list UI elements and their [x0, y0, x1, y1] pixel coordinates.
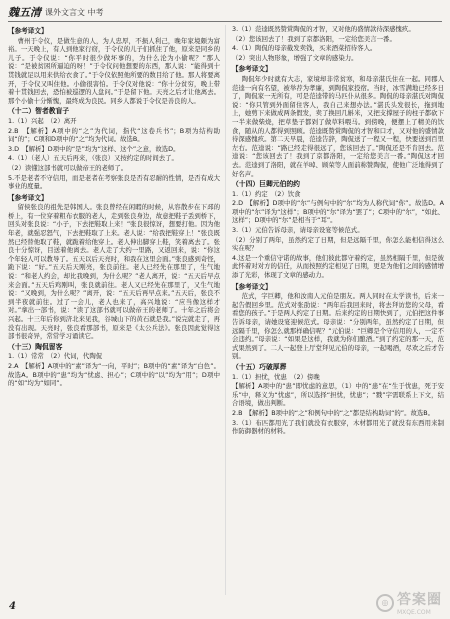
answer-paragraph: 3.（1）范逵既然赞赏陶侃的才智，又对他的盛情款待深感愧疚。 [232, 25, 415, 33]
answer-paragraph: 4.这是一个重信守诺的故事，他们彼此都守着约定，虽然相隔千里，但是彼此怀着对对方的信任，从而按照约定相见了日期，更是为他们之间的感情增添了光彩，体现了文章的感动力。 [232, 253, 444, 280]
answer-paragraph: 陶侃年少时就有大志，家境却非常贫寒，和母亲湛氏住在一起。同郡人范逵一向有名望，被举荐为孝廉，到陶侃家投宿。当时，冰雪满地已经多日了，陶侃家一无所有，可是范逵带的马匹仆从很多。陶侃的母亲湛氏对陶侃说：“你只管到外面留住客人，我自己来想办法。”湛氏头发很长，拖到地上，她剪下来做成两条假发，卖了换回几斛米，又把支撑屋子的柱子都砍下一半来做柴烧，把草垫子都剁了做草料喂马。到傍晚，便摆上了精美的饮食，随从的人都得到照顾。范逵既赞赏陶侃的才智和口才，又对他的盛情款待深感愧疚。第二天早晨，范逵告辞，陶侃送了一程又一程，快要送到百里左右。范逵说：“路已经走得很远了，您该回去了。”陶侃还是不肯回去。范逵说：“您该回去了！我到了京都洛阳，一定给您美言一番。”陶侃这才回去。范逵到了洛阳，就在羊晫、顾荣等人面前称赞陶侃，使他广泛地得到了好名声。 [232, 74, 444, 178]
page-number: 4 [9, 601, 16, 612]
answer-paragraph: 1.（1）常常 （2）代词，代陶侃 [8, 352, 103, 361]
answer-paragraph: （2）分别了两年，虽然约定了日期，但是远隔千里，你怎么能相信得这么实在呢？ [232, 235, 444, 253]
answer-paragraph: 【解析】A项中的“患”即忧虑的意思，（1）中的“患”在“生于忧患，死于安乐”中，释义为“忧虑”，所以选择“担忧，忧患”；“戮”字需联系上下文，结合语境，做出判断。 [232, 382, 444, 408]
translation-heading: 【参考译文】 [8, 27, 48, 35]
answer-paragraph: （2）您该回去了！我到了京都洛阳，一定给您美言一番。 [232, 34, 396, 43]
translation-heading: 【参考译文】 [232, 282, 272, 291]
answer-paragraph: 范式，字巨卿，他和汝南人元伯是朋友。两人同时在太学读书，后来一起告假回乡里。范式对张劭说：“两年后我回来时，将去拜访您的父母，看看您的孩子。”于是两人约定了日期。后来约定的日期快到了，元伯把这件事告诉母亲，请她设宴迎候范式。母亲说：“分别两年，虽然约定了日期，但远隔千里，你怎么就那样确信呢？”元伯说：“巨卿是个守信用的人，一定不会违约。”母亲说：“如果是这样，我就为你们酿酒。”到了约定的那一天，范式果然到了。二人一起登上厅堂拜见元伯的母亲，一起喝酒，尽欢之后才告别。 [232, 292, 444, 361]
right-column [232, 25, 444, 595]
answer-paragraph: 曹州于令仪，是做生意的人，为人忠厚，不损人利己，晚年家境颇为富裕。一天晚上，有人到他家行窃，于令仪的儿子们抓住了他，原来是同乡的儿子。于令仪说：“你平时很少做坏事的，为什么沦为小偷呢？”那人说：“是被贫困所逼迫的呀！”于令仪问他想要的东西，那人说：“能得到十贯钱就足以用来供给衣食了。”于令仪依照他所要的数目给了他。那人将要离开，于令仪又叫住他。小偷很害怕。于令仪对他说：“你十分贫穷，晚上带着十贯钱回去，恐怕被巡逻的人盘问。”于是留下他。天亮之后才让他离去。那个小偷十分惭愧，最终成为良民。同乡人都说于令仪是善良的人。 [8, 36, 220, 105]
answer-paragraph: （2）读懂这部书就可以做帝王的老师了。 [8, 163, 128, 172]
section-heading: （十四）巨卿元伯的约 [232, 180, 300, 189]
answer-paragraph: （2）突出人物形象，增强了文章的感染力。 [232, 53, 358, 62]
series-title: 课外文言文 中考 [45, 7, 104, 17]
brand-logo: 魏五清 [8, 6, 41, 19]
left-column [8, 25, 220, 595]
watermark-text: 答案圈 [397, 592, 442, 608]
translation-heading: 【参考译文】 [8, 193, 48, 202]
answer-paragraph: 5.不是老者不守信用，而是老者在考察张良是否有忍耐的性情，是否有成大事业的度量。 [8, 173, 220, 191]
column-divider [225, 25, 226, 595]
answer-paragraph: 2.A 【解析】A项中的“素”译为“一向，平时”；B项中的“素”译为“白色”。故选A。B项中的“患”均为“忧虑、担心”；C项中的“以”均为“用”；D项中的“如”均为“如同”。 [8, 361, 220, 388]
answer-paragraph: 2.B 【解析】B项中的“之”和例句中的“之”都是结构助词“的”。故选B。 [232, 408, 435, 417]
answer-paragraph: 1.（1）担忧，忧患 （2）傍晚 [232, 372, 320, 381]
section-heading: （十三）陶侃留客 [8, 342, 63, 351]
answer-paragraph: 2.D 【解析】D项中的“尔”与例句中的“尔”均为人称代词“你”。故选D。A项中的“尔”译为“这样”；B项中的“尔”译为“罢了”；C项中的“尔”，“如此、这样”；D项中的“尔”是相当于“耳”。 [232, 199, 444, 225]
section-heading: （十五）巧破厚葬 [232, 362, 287, 371]
watermark-logo-icon: ◎ [376, 594, 394, 612]
page-header [8, 5, 104, 19]
watermark-url: MXQE.COM [397, 609, 431, 616]
answer-paragraph: 3.D 【解析】D项中的“是”均为“这样、这个”之意，故选D。 [8, 144, 180, 153]
header-rule [8, 21, 442, 22]
answer-paragraph: 4.（1）（老人）五天后再来，（张良）又按约定的时间去了。 [8, 154, 178, 163]
answer-paragraph: 1.（1）约定 （2）饮食 [232, 189, 301, 198]
answer-paragraph: 1.（1）兴起 （2）离开 [8, 116, 77, 125]
answer-paragraph: 留侯张良的祖先是韩国人。张良曾经在闲暇的时候，从容散步在下邳的桥上，有一位穿着粗布衣服的老人，走到张良身边，故意把鞋子丢到桥下，回头对张良说：“小子，下去把鞋取上来！”张良很惊讶，想要打他。因为他年老，就强忍怒气，下去把鞋取了上来。老人说：“给我把鞋穿上！”张良既然已经替他取了鞋，就跪着给他穿上。老人伸出脚穿上鞋，笑着离去了。张良十分惊讶，目送着他离去。老人走了大约一里路，又返回来，说：“你这个年轻人可以教导了。五天以后天亮时，和我在这里会面。”张良感到奇怪，跪下说：“好。”五天后天刚亮，张良前往。老人已经先在那里了，生气地说：“和老人约会，却比我晚到，为什么呢？”老人离开，说：“五天后早点来会面。”五天后鸡刚叫，张良就前往。老人又已经先在那里了，又生气地说：“又晚到，为什么呢？”离开，说：“五天后再早点来。”五天后，张良不到半夜就前往。过了一会儿，老人也来了，高兴地说：“应当像这样才对。”拿出一部书，说：“读了这部书就可以做帝王的老师了。十年之后将会兴起。十三年后你到济北来见我，谷城山下的黄石就是我。”说完就走了，再没有出现。天亮时，张良看那部书，原来是《太公兵法》。张良因此觉得这部书很奇异，常常学习诵读它。 [8, 203, 220, 341]
answer-paragraph: 3.（1）布匹都用光了我们就没有衣服穿，木材都用光了就没有东西用来制作防御器材的材料。 [232, 418, 444, 436]
translation-heading: 【参考译文】 [232, 65, 272, 74]
watermark [376, 589, 442, 616]
answer-paragraph: 2.B 【解析】A项中的“之”为代词，指代“这卷兵书”；B项为结构助词“的”；C项和D项中的“之”均为代词。故选B。 [8, 126, 220, 144]
section-heading: （十二）智者教盲子 [8, 107, 70, 116]
answer-paragraph: 3.（1）元伯告诉母亲，请母亲设宴等候范式。 [232, 226, 364, 235]
answer-paragraph: 4.（1）陶侃的母亲截发卖钱，买来酒菜招待客人。 [232, 44, 377, 53]
